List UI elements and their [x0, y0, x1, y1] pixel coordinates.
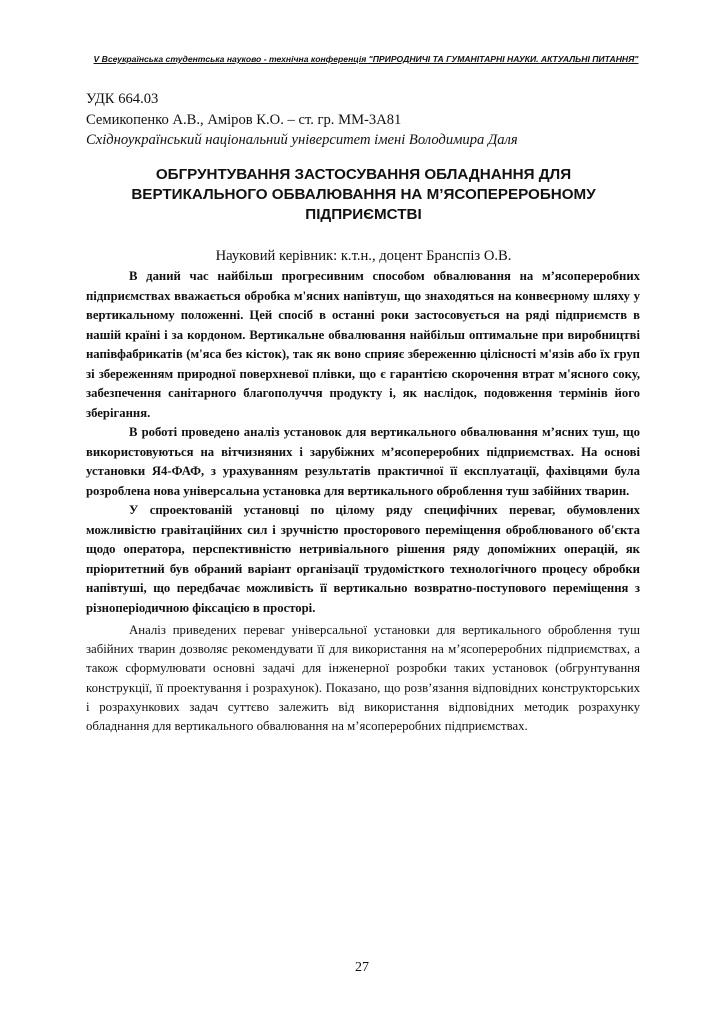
authors-line: Семикопенко А.В., Аміров К.О. – ст. гр. ММ-3А81	[86, 112, 402, 128]
abstract-body	[86, 267, 640, 736]
paragraph-1: В даний час найбільш прогресивним способом обвалювання на м’ясопереробних підприємствах вважається обробка м'ясних напівтуш, що знаходяться на конвеєрному шляху у вертикальному положенні. Цей спосіб в останні роки застосовується на ряді підприємств в нашій країні і за кордоном. Вертикальне обвалювання найбільш оптимальне при виробництві напівфабрикатів (м'яса без кісток), так як воно сприяє збереженню цілісності м'язів або їх груп зі збереженням природної поверхневої плівки, що є гарантією скорочення втрат м'ясного соку, забезпечення санітарного благополуччя продукту і, як наслідок, подовження термінів його зберігання.	[86, 269, 640, 420]
paragraph-3: У спроектованій установці по цілому ряду специфічних переваг, обумовлених можливістю гравітаційних сил і зручністю просторового переміщення оброблюваного об'єкта щодо оператора, перспективністю нетривіального рішення ряду допоміжних операцій, як пріоритетний був обраний варіант організації трудомісткого технологічного процесу обробки напівтуші, що передбачає можливість її вертикально возвратно-поступового переміщення з різноперіодичною фіксацією в просторі.	[86, 503, 640, 615]
university-line: Східноукраїнський національний університет імені Володимира Даля	[86, 132, 518, 148]
supervisor-line: Науковий керівник: к.т.н., доцент Бранспіз О.В.	[215, 248, 512, 264]
paper-title: ОБГРУНТУВАННЯ ЗАСТОСУВАННЯ ОБЛАДНАННЯ ДЛЯ ВЕРТИКАЛЬНОГО ОБВАЛЮВАННЯ НА М’ЯСОПЕРЕРОБНОМУ ПІДПРИЄМСТВІ	[131, 166, 596, 223]
paragraph-4: Аналіз приведених переваг універсальної установки для вертикального оброблення туш забійних тварин дозволяє рекомендувати її для використання на м’ясопереробних підприємствах, а також сформулювати основні задачі для інженерної розробки таких установок (обгрунтування конструкції, її проектування і розрахунок). Показано, що розв’язання відповідних конструкторських і розрахункових задач суттєво залежить від використання відповідних методик розрахунку обладнання для вертикального обвалювання на м’ясопереробних підприємствах.	[86, 623, 640, 734]
conference-header: V Всеукраїнська студентська науково - технічна конференція "ПРИРОДНИЧІ ТА ГУМАНІТАРНІ НАУКИ. АКТУАЛЬНІ ПИТАННЯ"	[93, 54, 639, 64]
paragraph-2: В роботі проведено аналіз установок для вертикального обвалювання м’ясних туш, що використовуються на вітчизняних і зарубіжних м’ясопереробних підприємствах. На основі установки Я4-ФАФ, з урахуванням результатів практичної її експлуатації, фахівцями була розроблена нова універсальна установка для вертикального оброблення туш забійних тварин.	[86, 425, 640, 498]
udk-code: УДК 664.03	[86, 91, 159, 107]
page-number: 27	[355, 960, 369, 975]
